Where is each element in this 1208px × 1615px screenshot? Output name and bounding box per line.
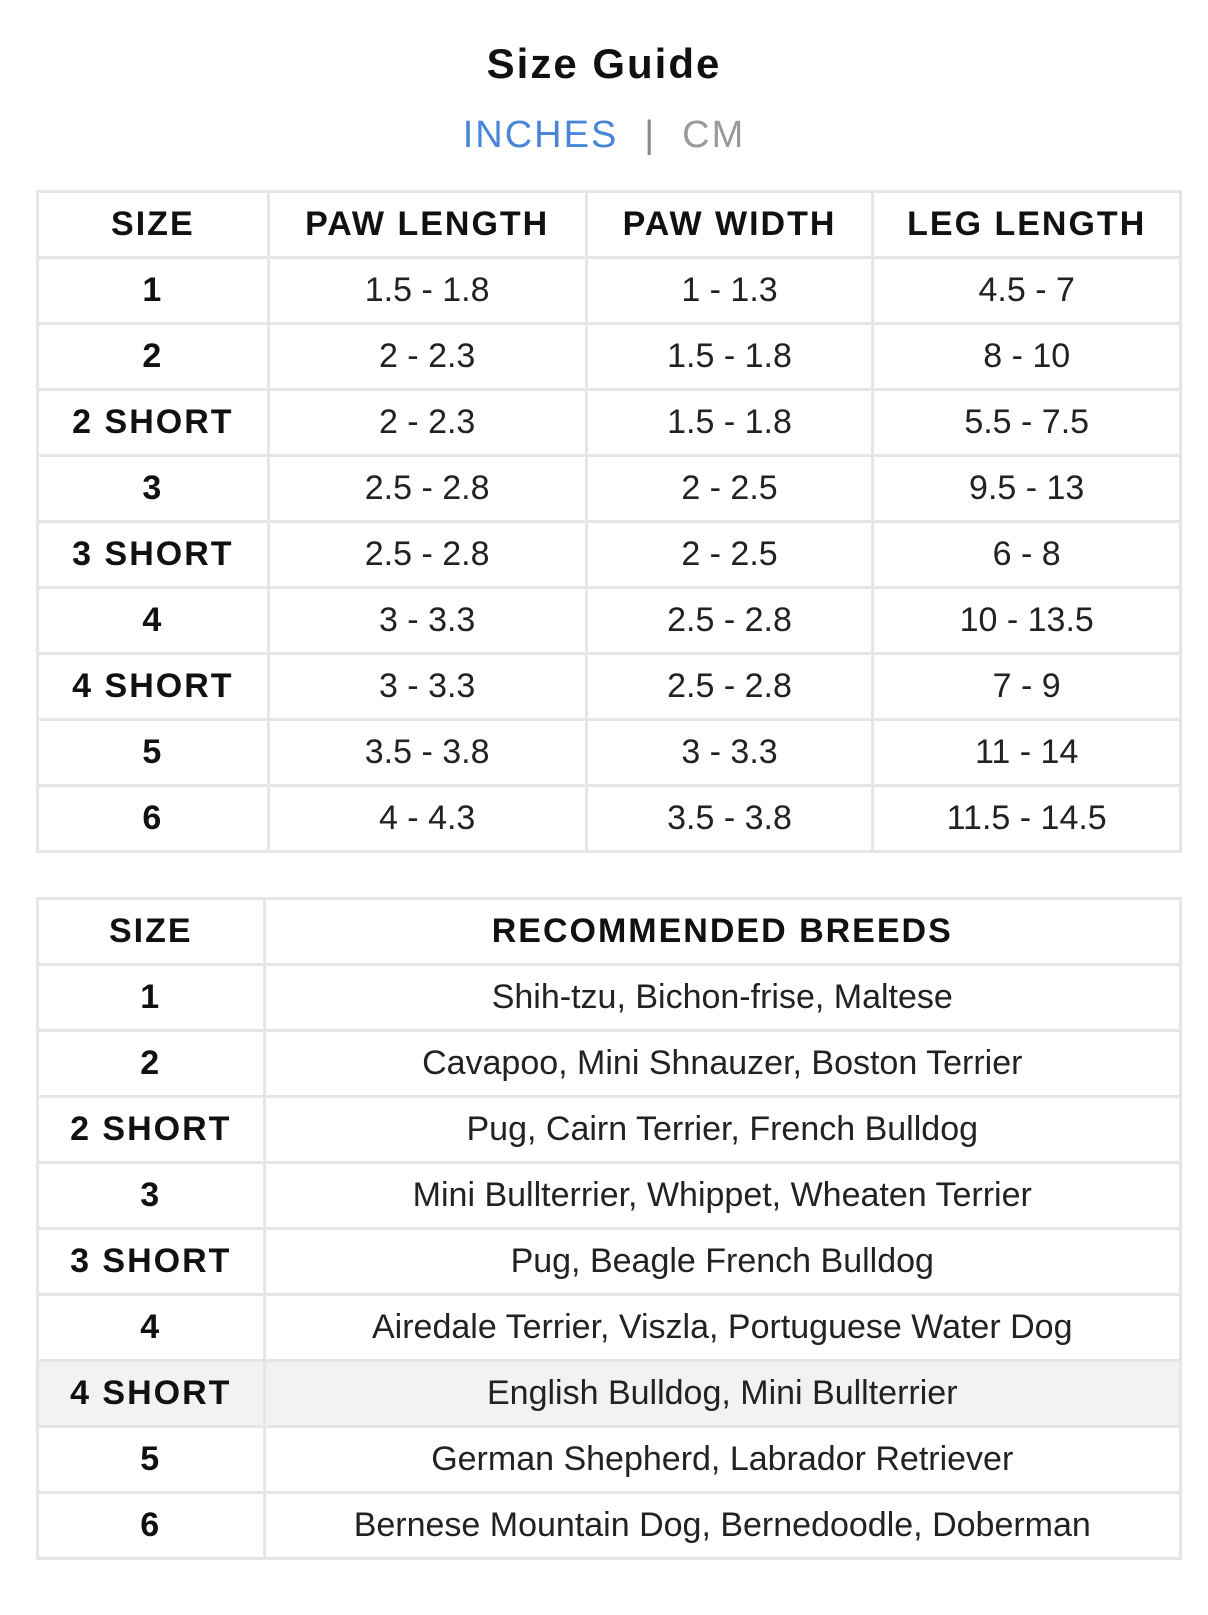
cell-breeds: Cavapoo, Mini Shnauzer, Boston Terrier (264, 1031, 1180, 1097)
cell-breeds: Pug, Beagle French Bulldog (264, 1229, 1180, 1295)
recommended-breeds-table (36, 897, 1182, 1560)
unit-toggle (0, 114, 1208, 157)
cell-breeds: German Shepherd, Labrador Retriever (264, 1427, 1180, 1493)
cell-size: 1 (38, 258, 269, 324)
cell-breeds: English Bulldog, Mini Bullterrier (264, 1361, 1180, 1427)
cell-paw-width: 2 - 2.5 (586, 522, 873, 588)
cell-size: 4 (38, 588, 269, 654)
header-size: SIZE (38, 192, 269, 258)
table-row (38, 1229, 1181, 1295)
cell-size: 3 (38, 1163, 265, 1229)
unit-cm-tab[interactable]: CM (682, 114, 746, 156)
cell-paw-width: 1.5 - 1.8 (586, 390, 873, 456)
cell-paw-length: 4 - 4.3 (268, 786, 586, 852)
header-paw-width: PAW WIDTH (586, 192, 873, 258)
cell-size: 3 (38, 456, 269, 522)
table-row (38, 324, 1181, 390)
cell-size: 2 (38, 1031, 265, 1097)
page-title: Size Guide (486, 40, 722, 87)
header-size: SIZE (38, 899, 265, 965)
table-row (38, 654, 1181, 720)
table-row (38, 1361, 1181, 1427)
cell-paw-length: 2 - 2.3 (268, 390, 586, 456)
cell-paw-width: 3.5 - 3.8 (586, 786, 873, 852)
table-header-row (38, 192, 1181, 258)
cell-size: 4 (38, 1295, 265, 1361)
cell-breeds: Bernese Mountain Dog, Bernedoodle, Doberman (264, 1493, 1180, 1559)
cell-leg-length: 6 - 8 (873, 522, 1181, 588)
table-row (38, 1163, 1181, 1229)
cell-size: 4 SHORT (38, 654, 269, 720)
unit-inches-tab[interactable]: INCHES (462, 114, 619, 156)
cell-paw-width: 1 - 1.3 (586, 258, 873, 324)
header-paw-length: PAW LENGTH (268, 192, 586, 258)
header-leg-length: LEG LENGTH (873, 192, 1181, 258)
cell-paw-length: 1.5 - 1.8 (268, 258, 586, 324)
table-row (38, 390, 1181, 456)
cell-size: 1 (38, 965, 265, 1031)
table-row (38, 1031, 1181, 1097)
table-row (38, 965, 1181, 1031)
table-row (38, 1097, 1181, 1163)
cell-leg-length: 4.5 - 7 (873, 258, 1181, 324)
cell-paw-width: 3 - 3.3 (586, 720, 873, 786)
cell-paw-length: 2 - 2.3 (268, 324, 586, 390)
cell-size: 6 (38, 786, 269, 852)
cell-paw-length: 2.5 - 2.8 (268, 522, 586, 588)
cell-size: 2 SHORT (38, 1097, 265, 1163)
table-row (38, 258, 1181, 324)
cell-leg-length: 9.5 - 13 (873, 456, 1181, 522)
cell-leg-length: 10 - 13.5 (873, 588, 1181, 654)
cell-size: 6 (38, 1493, 265, 1559)
cell-breeds: Pug, Cairn Terrier, French Bulldog (264, 1097, 1180, 1163)
cell-paw-length: 3 - 3.3 (268, 588, 586, 654)
cell-leg-length: 5.5 - 7.5 (873, 390, 1181, 456)
cell-leg-length: 7 - 9 (873, 654, 1181, 720)
cell-paw-width: 2 - 2.5 (586, 456, 873, 522)
table-header-row (38, 899, 1181, 965)
table-row (38, 456, 1181, 522)
cell-size: 3 SHORT (38, 522, 269, 588)
cell-breeds: Shih-tzu, Bichon-frise, Maltese (264, 965, 1180, 1031)
table-row (38, 522, 1181, 588)
table-row (38, 720, 1181, 786)
size-measurements-table (36, 190, 1182, 853)
cell-size: 2 SHORT (38, 390, 269, 456)
cell-paw-width: 1.5 - 1.8 (586, 324, 873, 390)
cell-paw-width: 2.5 - 2.8 (586, 654, 873, 720)
cell-breeds: Mini Bullterrier, Whippet, Wheaten Terrier (264, 1163, 1180, 1229)
cell-size: 4 SHORT (38, 1361, 265, 1427)
cell-leg-length: 8 - 10 (873, 324, 1181, 390)
header-recommended-breeds: RECOMMENDED BREEDS (264, 899, 1180, 965)
cell-leg-length: 11 - 14 (873, 720, 1181, 786)
table-row (38, 1493, 1181, 1559)
cell-paw-length: 3 - 3.3 (268, 654, 586, 720)
table-row (38, 588, 1181, 654)
cell-paw-width: 2.5 - 2.8 (586, 588, 873, 654)
cell-size: 5 (38, 720, 269, 786)
unit-separator: | (644, 114, 657, 156)
cell-breeds: Airedale Terrier, Viszla, Portuguese Water Dog (264, 1295, 1180, 1361)
cell-paw-length: 3.5 - 3.8 (268, 720, 586, 786)
cell-leg-length: 11.5 - 14.5 (873, 786, 1181, 852)
table-row (38, 1295, 1181, 1361)
cell-paw-length: 2.5 - 2.8 (268, 456, 586, 522)
table-row (38, 786, 1181, 852)
cell-size: 2 (38, 324, 269, 390)
table-row (38, 1427, 1181, 1493)
cell-size: 5 (38, 1427, 265, 1493)
cell-size: 3 SHORT (38, 1229, 265, 1295)
